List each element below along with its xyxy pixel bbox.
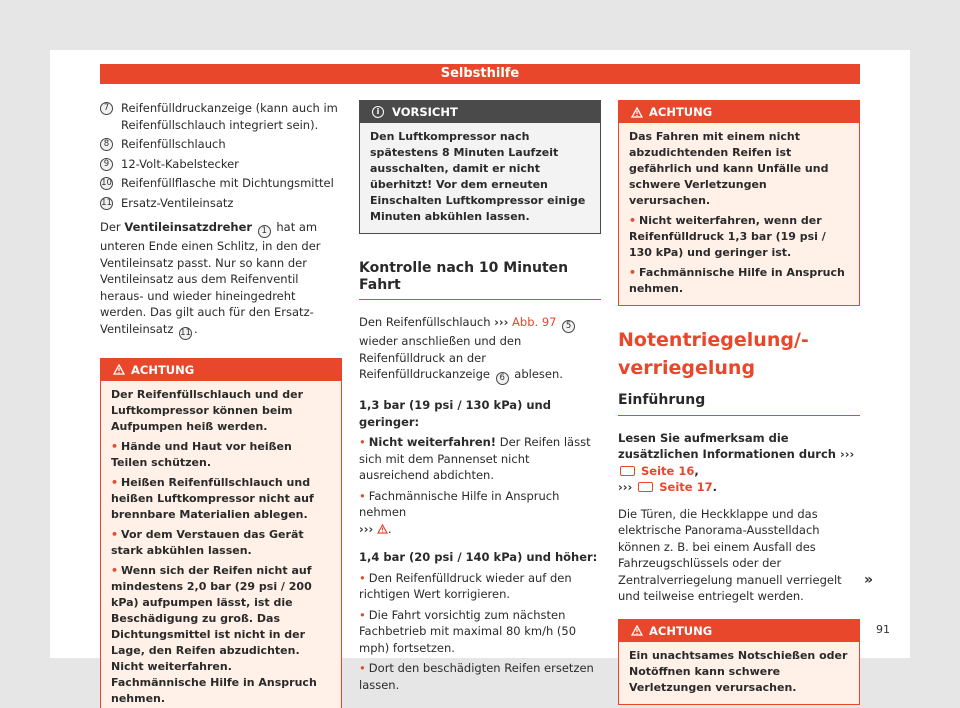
warning-triangle-icon: [631, 625, 643, 636]
list-item: • Dort den beschädigten Reifen ersetzen lassen.: [359, 661, 594, 692]
reference-paragraph: Lesen Sie aufmerksam die zusätzlichen Informationen durch ››› Seite 16, ››› Seite 17.: [618, 430, 855, 494]
warning-box: [618, 100, 860, 306]
subheading-high-pressure: 1,4 bar (20 psi / 140 kPa) und höher:: [359, 550, 598, 564]
list-item: • Nicht weiterfahren, wenn der Reifenfülldruck 1,3 bar (19 psi / 130 kPa) und geringer ist.: [629, 214, 826, 259]
list-item: 8 Reifenfüllschlauch: [100, 136, 342, 153]
callout-number: 11: [180, 327, 191, 338]
figure-link[interactable]: Abb. 97: [512, 315, 557, 329]
warning-triangle-icon: [631, 107, 643, 118]
component-list: [100, 100, 342, 211]
column-left: [100, 100, 342, 708]
subheading-low-pressure: 1,3 bar (19 psi / 130 kPa) und geringer:: [359, 398, 551, 429]
bullet: •: [111, 527, 119, 541]
list-item: • Den Reifenfülldruck wieder auf den richtigen Wert korrigieren.: [359, 570, 572, 601]
list-item: 7 Reifenfülldruckanzeige (kann auch im Reifenfüllschlauch integriert sein).: [100, 100, 342, 133]
warning-box-header: ACHTUNG: [619, 101, 859, 123]
column-middle: [359, 100, 601, 693]
callout-number: 6: [496, 372, 509, 385]
list-item: 11 Ersatz-Ventileinsatz: [101, 195, 234, 210]
chapter-heading: Notentriegelung/-verriegelung: [618, 329, 809, 379]
warning-box-header: ACHTUNG: [619, 620, 859, 642]
warning-box-body: Das Fahren mit einem nicht abzudichtenden Reifen ist gefährlich und kann Unfälle und schwere Verletzungen verursachen. • Nicht weiterfahren, wenn der Reifenfülldruck 1,3 bar (19 psi / 130 kPa) und geringer ist. • Fachmännische Hilfe in Anspruch nehmen.: [619, 123, 859, 305]
page-link[interactable]: Seite 17: [659, 480, 713, 494]
warning-triangle-icon: [113, 364, 125, 375]
list-item: 10 Reifenfüllflasche mit Dichtungsmittel: [101, 176, 334, 190]
list-item: 9 12-Volt-Kabelstecker: [100, 156, 342, 173]
warning-box-header: ACHTUNG: [101, 359, 341, 381]
continue-arrow: »: [864, 572, 874, 588]
callout-number: 8: [100, 138, 113, 151]
bullet: •: [629, 266, 637, 279]
list-item: • Wenn sich der Reifen nicht auf mindestens 2,0 bar (29 psi / 200 kPa) aufpumpen lässt, ist die Beschädigung zu groß. Das Dichtungsmittel ist nicht in der Lage, den Reifen abzudichten. Nicht weiterfahren. Fachmännische Hilfe in Anspruch nehmen.: [111, 563, 317, 705]
paragraph-ventileinsatzdreher: Der Ventileinsatzdreher 1 hat am unteren Ende einen Schlitz, in den der Ventileinsatz passt. Nur so kann der Ventileinsatz aus dem Reifenventil heraus- und wieder hineingedreht werden. Das gilt auch für den Ersatz-Ventileinsatz 11 .: [100, 220, 321, 338]
callout-number: 5: [562, 320, 575, 333]
list-item: • Fachmännische Hilfe in Anspruch nehmen ››› .: [359, 488, 560, 536]
callout-number: 1: [258, 225, 271, 238]
page-link[interactable]: Seite 16: [641, 463, 695, 478]
list-item: • Nicht weiterfahren! Der Reifen lässt sich mit dem Pannenset nicht ausreichend abdichten.: [359, 435, 591, 482]
bullet: •: [359, 607, 366, 622]
callout-number: 7: [100, 102, 113, 115]
list-item: • Fachmännische Hilfe in Anspruch nehmen.: [629, 266, 845, 295]
bullet: •: [111, 475, 119, 489]
info-icon: i: [372, 106, 384, 118]
callout-number: 9: [100, 158, 113, 171]
warning-box: [100, 358, 342, 708]
section-heading: Einführung: [618, 392, 860, 416]
warning-box-body: Ein unachtsames Notschießen oder Notöffnen kann schwere Verletzungen verursachen.: [629, 648, 848, 694]
body-paragraph: Die Türen, die Heckklappe und das elektrische Panorama-Ausstelldach können z. B. bei einem Ausfall des Fahrzeugschlüssels oder der Zentralverriegelung manuell verriegelt und teilweise entriegelt werden.: [618, 506, 842, 603]
bullet: •: [111, 563, 119, 577]
reference-arrow: ›››: [494, 315, 509, 329]
list-item: • Vor dem Verstauen das Gerät stark abkühlen lassen.: [111, 527, 304, 557]
callout-number: 11: [101, 197, 112, 208]
list-item: • Die Fahrt vorsichtig zum nächsten Fachbetrieb mit maximal 80 km/h (50 mph) fortsetzen.: [359, 607, 577, 655]
warning-box: [618, 619, 860, 705]
bullet: •: [629, 214, 637, 227]
warning-box-body: Der Reifenfüllschlauch und der Luftkompressor können beim Aufpumpen heiß werden. • Hände und Haut vor heißen Teilen schützen. • Heißen Reifenfüllschlauch und heißen Luftkompressor nicht auf brennbare Materialien ablegen. • Vor dem Verstauen das Gerät stark abkühlen lassen. • Wenn sich der Reifen nicht auf mindestens 2,0 bar (29 psi / 200 kPa) aufpumpen lässt, ist die Beschädigung zu groß. Das Dichtungsmittel ist nicht in der Lage, den Reifen abzudichten. Nicht weiterfahren. Fachmännische Hilfe in Anspruch nehmen.: [101, 381, 341, 708]
list-item: • Heißen Reifenfüllschlauch und heißen Luftkompressor nicht auf brennbare Materialien ablegen.: [111, 475, 314, 521]
bullet: •: [111, 439, 119, 453]
bullet: •: [359, 661, 366, 675]
book-icon: [638, 482, 653, 492]
bullet: •: [359, 570, 366, 585]
caution-box-header: i VORSICHT: [360, 101, 600, 123]
callout-number: 10: [101, 178, 112, 188]
column-right: [618, 100, 860, 705]
section-heading: Kontrolle nach 10 Minuten Fahrt: [359, 260, 601, 300]
caution-box: [359, 100, 601, 234]
list-item: • Hände und Haut vor heißen Teilen schützen.: [111, 439, 292, 469]
caution-box-body: Den Luftkompressor nach spätestens 8 Minuten Laufzeit ausschalten, damit er nicht überhitzt! Vor dem erneuten Einschalten Luftkompressor einige Minuten abkühlen lassen.: [370, 130, 586, 223]
book-icon: [620, 466, 635, 476]
page-header: Selbsthilfe: [100, 64, 860, 84]
warning-triangle-icon[interactable]: [377, 524, 388, 534]
page-number: 91: [876, 623, 890, 636]
intro-paragraph: Den Reifenfüllschlauch ››› Abb. 97 5 wieder anschließen und den Reifenfülldruck an der Reifenfülldruckanzeige 6 ablesen.: [359, 314, 601, 385]
